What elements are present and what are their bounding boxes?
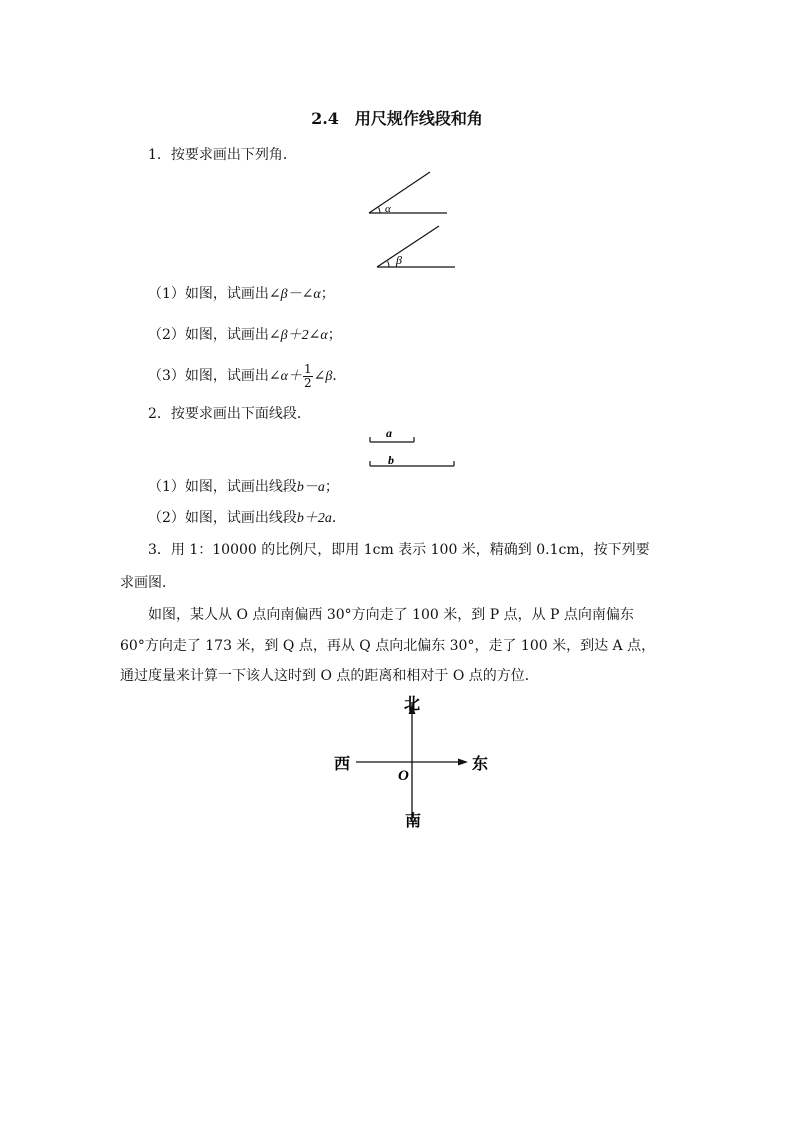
q2-item-1: （1）如图，试画出线段b－a； bbox=[148, 479, 339, 495]
q2-item-2: （2）如图，试画出线段b＋2a． bbox=[148, 510, 346, 526]
q1-item-3: （3）如图，试画出∠α＋ $\frac{1}{2}$ ∠β． bbox=[148, 361, 347, 390]
q3-line-1: 3．用 1：10000 的比例尺，即用 1cm 表示 100 米，精确到 0.1cm，按下列要 bbox=[148, 542, 650, 558]
q3-para-line-2: 60°方向走了 173 米，到 Q 点，再从 Q 点向北偏东 30°，走了 100 米，到达 A 点， bbox=[120, 638, 656, 654]
angle-figures bbox=[360, 168, 460, 278]
segment-figures bbox=[362, 424, 462, 470]
segment-b-figure bbox=[370, 453, 454, 467]
q3-para-line-1: 如图，某人从 O 点向南偏西 30°方向走了 100 米，到 P 点，从 P 点向南偏东 bbox=[148, 607, 634, 623]
q2-prompt: 2．按要求画出下面线段． bbox=[148, 406, 311, 422]
segment-a-label: a bbox=[386, 426, 392, 440]
q1-item-2: （2）如图，试画出∠β＋2∠α； bbox=[148, 327, 342, 343]
angle-alpha-figure bbox=[369, 172, 447, 215]
compass-diagram bbox=[328, 690, 498, 835]
segment-b-label: b bbox=[388, 453, 394, 467]
east-arrowhead bbox=[458, 759, 468, 766]
fraction-one-half: $\frac{1}{2}$ bbox=[304, 361, 312, 390]
north-label: 北 bbox=[404, 696, 421, 713]
q3-para-line-3: 通过度量来计算一下该人这时到 O 点的距离和相对于 O 点的方位． bbox=[120, 668, 539, 684]
origin-label: O bbox=[398, 768, 409, 784]
east-label: 东 bbox=[472, 756, 489, 773]
page-title: 2.4 用尺规作线段和角 bbox=[311, 109, 483, 128]
beta-label: β bbox=[396, 253, 402, 267]
west-label: 西 bbox=[334, 756, 351, 773]
alpha-label: α bbox=[385, 203, 391, 215]
segment-a-figure bbox=[370, 426, 414, 442]
q1-prompt: 1．按要求画出下列角． bbox=[148, 147, 297, 163]
q1-item-1: （1）如图，试画出∠β－∠α； bbox=[148, 286, 335, 302]
south-label: 南 bbox=[405, 813, 422, 830]
angle-beta-figure bbox=[377, 226, 455, 267]
q3-line-2: 求画图． bbox=[120, 575, 176, 591]
